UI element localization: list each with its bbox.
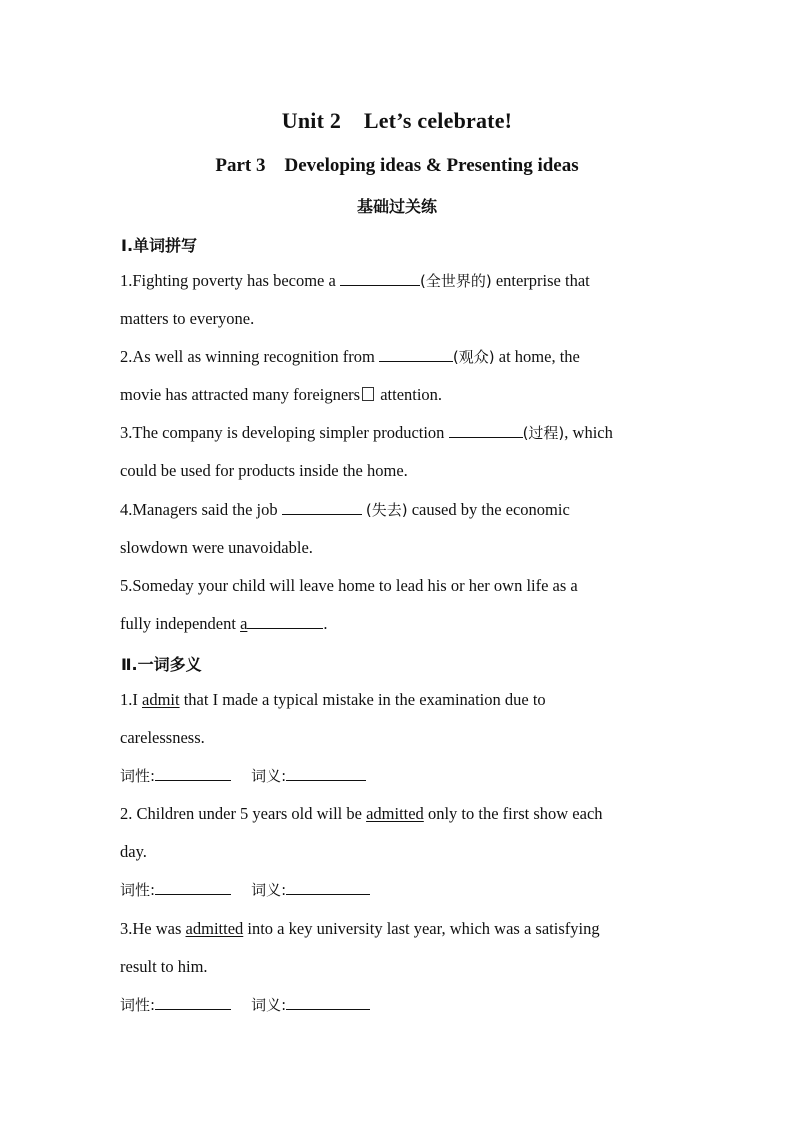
meaning-blank[interactable]: [286, 766, 366, 781]
question-text: caused by the economic: [407, 500, 570, 519]
pos-blank[interactable]: [155, 995, 231, 1010]
target-word: admitted: [185, 919, 244, 938]
sentence-text: only to the first show each: [423, 804, 603, 823]
question-text: attention.: [376, 385, 443, 404]
question-4-line-2: slowdown were unavoidable.: [120, 538, 313, 557]
sentence-text: into a key university last year, which was a satisfying: [243, 919, 600, 938]
sentence-text: that I made a typical mistake in the examination due to: [179, 690, 546, 709]
question-1-line-2: matters to everyone.: [120, 309, 255, 328]
question-text: 2.As well as winning recognition from: [120, 347, 379, 366]
question-5-line-1: 5.Someday your child will leave home to lead his or her own life as a: [120, 576, 578, 595]
chinese-hint: (失去): [365, 501, 408, 519]
question-1-line-1: [120, 271, 680, 291]
polysemy-2-answer-row: [120, 880, 370, 900]
chinese-hint: (观众): [452, 348, 495, 366]
question-text: , which: [564, 423, 613, 442]
polysemy-3-line-1: [120, 919, 680, 939]
pos-blank[interactable]: [155, 766, 231, 781]
meaning-label: 词义:: [251, 881, 287, 899]
question-5-line-2: [120, 614, 680, 634]
question-2-line-2: [120, 385, 680, 405]
first-letter-hint: a: [240, 614, 248, 633]
missing-glyph-box: [362, 387, 374, 401]
answer-blank[interactable]: [340, 271, 420, 286]
question-text: fully independent: [120, 614, 241, 633]
section-2-heading: Ⅱ.一词多义: [121, 655, 202, 674]
question-2-line-1: [120, 347, 680, 367]
answer-blank[interactable]: [282, 500, 362, 515]
pos-label: 词性:: [120, 767, 156, 785]
question-text: movie has attracted many foreigners: [120, 385, 361, 404]
question-text: .: [323, 614, 328, 633]
polysemy-1-line-2: carelessness.: [120, 728, 205, 747]
question-text: enterprise that: [491, 271, 590, 290]
answer-blank[interactable]: [379, 347, 453, 362]
question-3-line-2: could be used for products inside the home.: [120, 461, 408, 480]
chinese-hint: (过程): [522, 424, 565, 442]
meaning-blank[interactable]: [286, 995, 370, 1010]
pos-blank[interactable]: [155, 880, 231, 895]
question-text: 3.The company is developing simpler production: [120, 423, 449, 442]
sentence-text: 1.I: [120, 690, 142, 709]
unit-title: Unit 2 Let’s celebrate!: [281, 108, 513, 133]
question-text: at home, the: [494, 347, 580, 366]
chinese-hint: (全世界的): [419, 272, 492, 290]
question-text: 4.Managers said the job: [120, 500, 282, 519]
sentence-text: 3.He was: [120, 919, 186, 938]
section-1-heading: Ⅰ.单词拼写: [121, 236, 198, 255]
question-text: 1.Fighting poverty has become a: [120, 271, 340, 290]
answer-blank[interactable]: [449, 423, 523, 438]
polysemy-2-line-1: [120, 804, 680, 824]
meaning-label: 词义:: [251, 767, 287, 785]
pos-label: 词性:: [120, 881, 156, 899]
target-word: admitted: [366, 804, 424, 823]
target-word: admit: [142, 690, 180, 709]
sentence-text: 2. Children under 5 years old will be: [120, 804, 367, 823]
polysemy-2-line-2: day.: [120, 842, 147, 861]
exercise-heading: 基础过关练: [356, 197, 437, 216]
polysemy-3-answer-row: [120, 995, 370, 1015]
polysemy-1-line-1: [120, 690, 680, 710]
polysemy-3-line-2: result to him.: [120, 957, 208, 976]
polysemy-1-answer-row: [120, 766, 366, 786]
answer-blank[interactable]: [247, 614, 323, 629]
meaning-blank[interactable]: [286, 880, 370, 895]
question-3-line-1: [120, 423, 680, 443]
question-4-line-1: [120, 500, 680, 520]
meaning-label: 词义:: [251, 996, 287, 1014]
pos-label: 词性:: [120, 996, 156, 1014]
part-subtitle: Part 3 Developing ideas & Presenting ideas: [215, 155, 579, 176]
